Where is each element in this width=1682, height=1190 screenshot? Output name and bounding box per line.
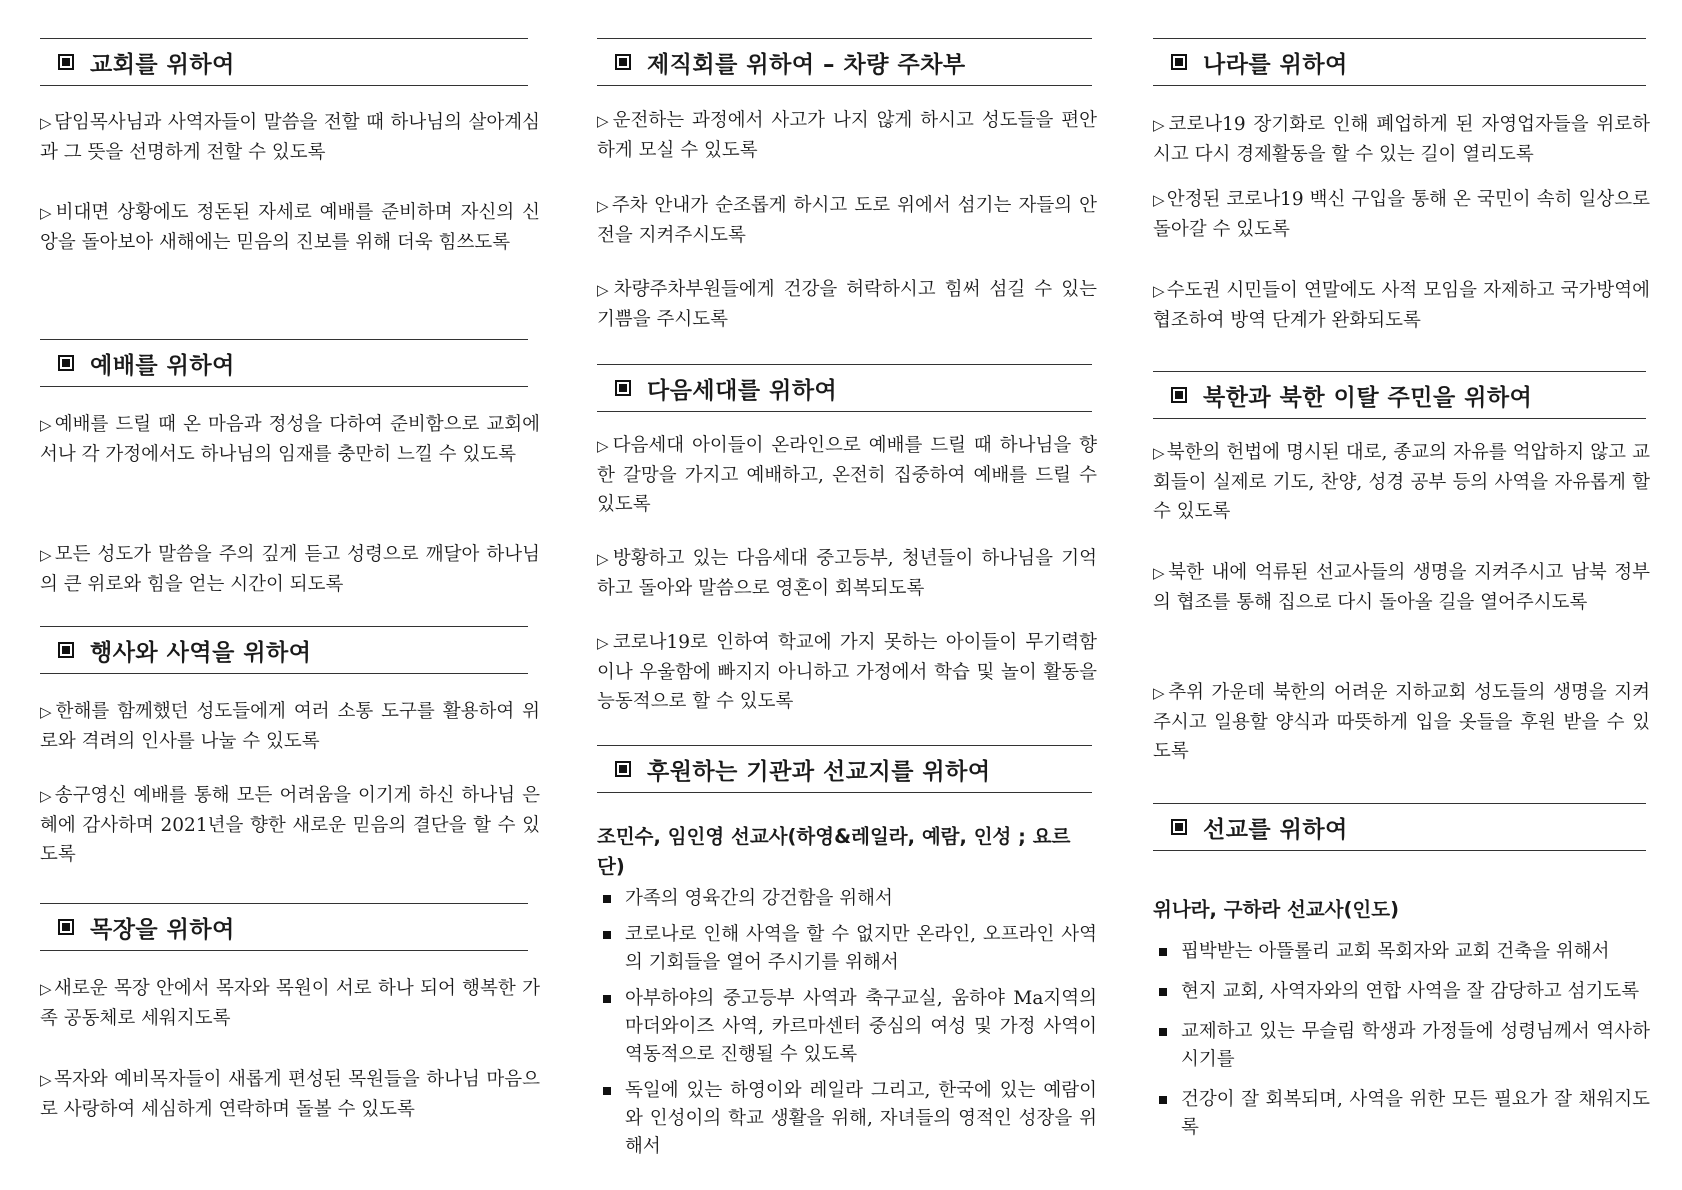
section-title: 행사와 사역을 위하여 bbox=[90, 639, 312, 666]
triangle-right-icon: ▷ bbox=[597, 281, 612, 299]
section-heading bbox=[40, 339, 528, 387]
square-bullet-icon bbox=[603, 895, 611, 903]
section-church bbox=[40, 38, 528, 86]
section-heading bbox=[1153, 803, 1646, 851]
square-bullet-icon bbox=[58, 642, 74, 658]
triangle-right-icon: ▷ bbox=[1153, 444, 1165, 462]
section-north-korea bbox=[1153, 371, 1646, 419]
triangle-right-icon: ▷ bbox=[1153, 116, 1167, 134]
list-item: 건강이 잘 회복되며, 사역을 위한 모든 필요가 잘 채워지도록 bbox=[1153, 1086, 1650, 1142]
square-bullet-icon bbox=[58, 54, 74, 70]
section-title: 다음세대를 위하여 bbox=[647, 377, 838, 404]
section-heading bbox=[1153, 371, 1646, 419]
triangle-right-icon: ▷ bbox=[597, 112, 611, 130]
prayer-item: ▷ 예배를 드릴 때 온 마음과 정성을 다하여 준비함으로 교회에서나 각 가정에서도 하나님의 임재를 충만히 느낄 수 있도록 bbox=[40, 414, 540, 465]
square-bullet-icon bbox=[1171, 54, 1187, 70]
triangle-right-icon: ▷ bbox=[40, 1071, 53, 1089]
square-bullet-icon bbox=[1159, 988, 1167, 996]
square-bullet-icon bbox=[603, 931, 611, 939]
square-bullet-icon bbox=[615, 380, 631, 396]
section-title: 교회를 위하여 bbox=[90, 51, 235, 78]
section-title: 후원하는 기관과 선교지를 위하여 bbox=[647, 758, 991, 785]
triangle-right-icon: ▷ bbox=[40, 546, 53, 564]
prayer-item: ▷ 새로운 목장 안에서 목자와 목원이 서로 하나 되어 행복한 가족 공동체로 세워지도록 bbox=[40, 978, 540, 1029]
square-bullet-icon bbox=[1171, 387, 1187, 403]
prayer-item: ▷ 목자와 예비목자들이 새롭게 편성된 목원들을 하나님 마음으로 사랑하여 세심하게 연락하며 돌볼 수 있도록 bbox=[40, 1069, 540, 1120]
section-heading bbox=[40, 626, 528, 674]
section-title: 목장을 위하여 bbox=[90, 916, 235, 943]
square-bullet-icon bbox=[58, 919, 74, 935]
triangle-right-icon: ▷ bbox=[597, 634, 611, 652]
triangle-right-icon: ▷ bbox=[40, 703, 54, 721]
prayer-item: ▷ 한해를 함께했던 성도들에게 여러 소통 도구를 활용하여 위로와 격려의 인사를 나눌 수 있도록 bbox=[40, 701, 540, 752]
section-title: 나라를 위하여 bbox=[1203, 51, 1348, 78]
section-heading bbox=[597, 38, 1092, 86]
list-item: 현지 교회, 사역자와의 연합 사역을 잘 감당하고 섬기도록 bbox=[1153, 978, 1650, 1006]
square-bullet-icon bbox=[1159, 948, 1167, 956]
section-missions bbox=[1153, 803, 1646, 851]
list-item: 핍박받는 아뜰롤리 교회 목회자와 교회 건축을 위해서 bbox=[1153, 938, 1650, 966]
prayer-item: ▷ 방황하고 있는 다음세대 중고등부, 청년들이 하나님을 기억하고 돌아와 말씀으로 영혼이 회복되도록 bbox=[597, 548, 1097, 599]
square-bullet-icon bbox=[615, 761, 631, 777]
square-bullet-icon bbox=[1159, 1096, 1167, 1104]
triangle-right-icon: ▷ bbox=[40, 980, 52, 998]
list-item: 아부하야의 중고등부 사역과 축구교실, 움하야 Ma지역의 마더와이즈 사역, 카르마센터 중심의 여성 및 가정 사역이 역동적으로 진행될 수 있도록 bbox=[597, 985, 1097, 1069]
section-title: 예배를 위하여 bbox=[90, 352, 235, 379]
section-heading bbox=[1153, 38, 1646, 86]
triangle-right-icon: ▷ bbox=[40, 114, 53, 132]
triangle-right-icon: ▷ bbox=[40, 787, 53, 805]
prayer-item: ▷ 다음세대 아이들이 온라인으로 예배를 드릴 때 하나님을 향한 갈망을 가지고 예배하고, 온전히 집중하여 예배를 드릴 수 있도록 bbox=[597, 435, 1097, 515]
missionary-name: 위나라, 구하라 선교사(인도) bbox=[1153, 898, 1400, 921]
triangle-right-icon: ▷ bbox=[597, 197, 610, 215]
section-worship bbox=[40, 339, 528, 387]
prayer-item: ▷ 주차 안내가 순조롭게 하시고 도로 위에서 섬기는 자들의 안전을 지켜주시도록 bbox=[597, 195, 1097, 246]
list-item: 독일에 있는 하영이와 레일라 그리고, 한국에 있는 예람이와 인성이의 학교 생활을 위해, 자녀들의 영적인 성장을 위해서 bbox=[597, 1077, 1097, 1161]
triangle-right-icon: ▷ bbox=[597, 437, 611, 455]
missionary-name: 조민수, 임인영 선교사(하영&레일라, 예람, 인성 ; 요르단) bbox=[597, 825, 1071, 878]
list-item: 교제하고 있는 무슬림 학생과 가정들에 성령님께서 역사하시기를 bbox=[1153, 1018, 1650, 1074]
prayer-item: ▷ 담임목사님과 사역자들이 말씀을 전할 때 하나님의 살아계심과 그 뜻을 선명하게 전할 수 있도록 bbox=[40, 112, 540, 163]
section-heading bbox=[597, 364, 1092, 412]
prayer-item: ▷ 수도권 시민들이 연말에도 사적 모임을 자제하고 국가방역에 협조하여 방역 단계가 완화되도록 bbox=[1153, 280, 1650, 331]
prayer-item: ▷ 안정된 코로나19 백신 구입을 통해 온 국민이 속히 일상으로 돌아갈 수 있도록 bbox=[1153, 189, 1650, 240]
prayer-item: ▷ 비대면 상황에도 정돈된 자세로 예배를 준비하며 자신의 신앙을 돌아보아 새해에는 믿음의 진보를 위해 더욱 힘쓰도록 bbox=[40, 202, 540, 253]
list-item: 가족의 영육간의 강건함을 위해서 bbox=[597, 885, 1097, 913]
section-supported-missions bbox=[597, 745, 1092, 793]
prayer-item: ▷ 코로나19로 인하여 학교에 가지 못하는 아이들이 무기력함이나 우울함에 빠지지 아니하고 가정에서 학습 및 놀이 활동을 능동적으로 할 수 있도록 bbox=[597, 632, 1097, 712]
section-title: 선교를 위하여 bbox=[1203, 816, 1348, 843]
prayer-item: ▷ 추위 가운데 북한의 어려운 지하교회 성도들의 생명을 지켜주시고 일용할 양식과 따뜻하게 입을 옷들을 후원 받을 수 있도록 bbox=[1153, 682, 1650, 762]
section-nation bbox=[1153, 38, 1646, 86]
prayer-item: ▷ 송구영신 예배를 통해 모든 어려움을 이기게 하신 하나님 은혜에 감사하며 2021년을 향한 새로운 믿음의 결단을 할 수 있도록 bbox=[40, 785, 540, 865]
list-item: 코로나로 인해 사역을 할 수 없지만 온라인, 오프라인 사역의 기회들을 열어 주시기를 위해서 bbox=[597, 921, 1097, 977]
triangle-right-icon: ▷ bbox=[40, 204, 54, 222]
square-bullet-icon bbox=[58, 355, 74, 371]
section-title: 북한과 북한 이탈 주민을 위하여 bbox=[1203, 384, 1533, 411]
square-bullet-icon bbox=[1159, 1028, 1167, 1036]
triangle-right-icon: ▷ bbox=[1153, 684, 1167, 702]
prayer-item: ▷ 코로나19 장기화로 인해 폐업하게 된 자영업자들을 위로하시고 다시 경제활동을 할 수 있는 길이 열리도록 bbox=[1153, 114, 1650, 165]
prayer-item: ▷ 모든 성도가 말씀을 주의 깊게 듣고 성령으로 깨달아 하나님의 큰 위로와 힘을 얻는 시간이 되도록 bbox=[40, 544, 540, 595]
prayer-bullet-list bbox=[1153, 938, 1650, 1142]
section-events bbox=[40, 626, 528, 674]
section-heading bbox=[40, 903, 528, 951]
triangle-right-icon: ▷ bbox=[1153, 564, 1167, 582]
section-deacons-parking bbox=[597, 38, 1092, 86]
section-heading bbox=[597, 745, 1092, 793]
section-cell-group bbox=[40, 903, 528, 951]
prayer-bullet-list bbox=[597, 885, 1097, 1161]
prayer-item: ▷ 북한 내에 억류된 선교사들의 생명을 지켜주시고 남북 정부의 협조를 통해 집으로 다시 돌아올 길을 열어주시도록 bbox=[1153, 562, 1650, 613]
square-bullet-icon bbox=[603, 1087, 611, 1095]
section-title: 제직회를 위하여 – 차량 주차부 bbox=[647, 51, 966, 78]
triangle-right-icon: ▷ bbox=[40, 416, 53, 434]
prayer-item: ▷ 북한의 헌법에 명시된 대로, 종교의 자유를 억압하지 않고 교회들이 실제로 기도, 찬양, 성경 공부 등의 사역을 자유롭게 할 수 있도록 bbox=[1153, 442, 1650, 522]
prayer-item: ▷ 운전하는 과정에서 사고가 나지 않게 하시고 성도들을 편안하게 모실 수 있도록 bbox=[597, 110, 1097, 161]
square-bullet-icon bbox=[603, 995, 611, 1003]
section-next-generation bbox=[597, 364, 1092, 412]
triangle-right-icon: ▷ bbox=[597, 550, 611, 568]
triangle-right-icon: ▷ bbox=[1153, 282, 1165, 300]
triangle-right-icon: ▷ bbox=[1153, 191, 1165, 209]
section-heading bbox=[40, 38, 528, 86]
square-bullet-icon bbox=[1171, 819, 1187, 835]
prayer-item: ▷ 차량주차부원들에게 건강을 허락하시고 힘써 섬길 수 있는 기쁨을 주시도록 bbox=[597, 279, 1097, 330]
square-bullet-icon bbox=[615, 54, 631, 70]
